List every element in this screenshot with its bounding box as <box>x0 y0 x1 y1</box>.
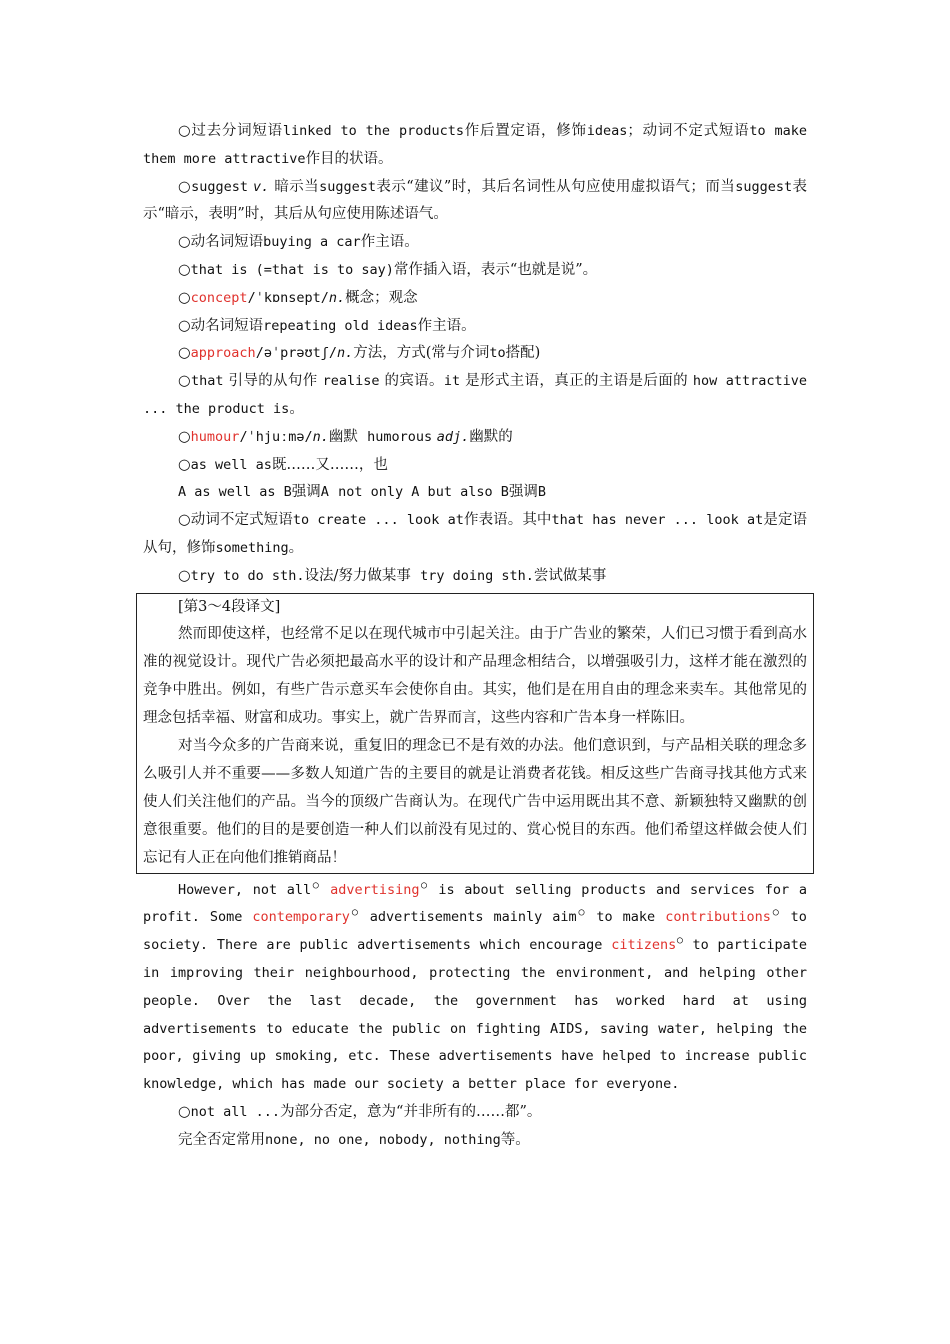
note-that-is: ○that is (=that is to say)常作插入语，表示“也就是说”。 <box>178 261 598 278</box>
circle-marker-icon: ○ <box>178 1103 191 1120</box>
translation-box <box>136 593 814 874</box>
translation-paragraph-3: 然而即使这样，也经常不足以在现代城市中引起关注。由于广告业的繁荣，人们已习惯于看到高水准的视觉设计。现代广告必须把最高水平的设计和产品理念相结合，以增强吸引力，这样才能在激烈的竞争中胜出。例如，有些广告示意买车会使你自由。其实，他们是在用自由的理念来卖车。其他常见的理念包括幸福、财富和成功。事实上，就广告界而言，这些内容和广告本身一样陈旧。 <box>143 626 807 727</box>
translation-heading: [第3～4段译文] <box>178 598 281 615</box>
vocab-contemporary: contemporary <box>252 909 350 926</box>
circle-marker-icon: ○ <box>349 907 360 919</box>
circle-marker-icon: ○ <box>178 512 191 529</box>
circle-marker-icon: ○ <box>178 373 192 390</box>
vocab-advertising: advertising <box>330 881 420 898</box>
document-page <box>143 118 807 1155</box>
note-past-participle: ○过去分词短语linked to the products作后置定语，修饰ideas；动词不定式短语to make them more attractive作目的状语。 <box>143 123 808 167</box>
circle-marker-icon: ○ <box>178 428 191 445</box>
note-humour: ○humour/ˈhjuːmə/n.幽默 humorous adj.幽默的 <box>178 428 513 445</box>
note-that-clause: ○that 引导的从句作 realise 的宾语。it 是形式主语，真正的主语是后面的 how attractive ... the product is。 <box>143 373 808 417</box>
circle-marker-icon: ○ <box>576 907 587 919</box>
note-gerund-buying: ○动名词短语buying a car作主语。 <box>178 234 419 251</box>
note-approach: ○approach/əˈprəʊtʃ/n.方法，方式(常与介词to搭配) <box>178 345 541 362</box>
circle-marker-icon: ○ <box>419 879 429 891</box>
circle-marker-icon: ○ <box>178 123 192 139</box>
note-try: ○try to do sth.设法/努力做某事 try doing sth.尝试做某事 <box>178 567 607 584</box>
vocab-word: humour <box>190 428 240 445</box>
note-as-well-as: ○as well as既……又……，也 <box>178 456 388 473</box>
circle-marker-icon: ○ <box>770 907 781 919</box>
note-concept: ○concept/ˈkɒnsept/n.概念；观念 <box>178 289 418 306</box>
circle-marker-icon: ○ <box>178 345 191 362</box>
vocab-word: approach <box>190 345 256 362</box>
vocab-citizens: citizens <box>611 937 677 954</box>
english-passage: However, not all○ advertising○ is about selling products and services for a profit. Some contemporary○ advertisements mainly aim○ to make contributions○ to society. There are public advertisements which encourage citizens○ to participate in improving their neighbourhood, protecting the environment, and helping other people. Over the last decade, the government has worked hard at using advertisements to educate the public on fighting AIDS, saving water, helping the poor, giving up smoking, etc. These advertisements have helped to increase public knowledge, which has made our society a better place for everyone. <box>143 879 807 1093</box>
vocab-contributions: contributions <box>665 909 771 926</box>
circle-marker-icon: ○ <box>178 178 192 195</box>
note-infinitive-create: ○动词不定式短语to create ... look at作表语。其中that has never ... look at是定语从句，修饰something。 <box>143 512 808 556</box>
circle-marker-icon: ○ <box>178 567 191 584</box>
circle-marker-icon: ○ <box>676 935 684 947</box>
note-complete-negation: 完全否定常用none, no one, nobody, nothing等。 <box>178 1131 530 1148</box>
circle-marker-icon: ○ <box>178 456 191 473</box>
circle-marker-icon: ○ <box>178 317 191 334</box>
note-not-all: ○not all ...为部分否定，意为“并非所有的……都”。 <box>178 1103 542 1120</box>
circle-marker-icon: ○ <box>311 879 321 891</box>
note-suggest: ○suggest v. 暗示当suggest表示“建议”时，其后名词性从句应使用虚拟语气；而当suggest表示“暗示，表明”时，其后从句应使用陈述语气。 <box>143 178 808 223</box>
note-gerund-repeating: ○动名词短语repeating old ideas作主语。 <box>178 317 476 334</box>
translation-paragraph-4: 对当今众多的广告商来说，重复旧的理念已不是有效的办法。他们意识到，与产品相关联的理念多么吸引人并不重要——多数人知道广告的主要目的就是让消费者花钱。相反这些广告商寻找其他方式来使人们关注他们的产品。当今的顶级广告商认为。在现代广告中运用既出其不意、新颖独特又幽默的创意很重要。他们的目的是要创造一种人们以前没有见过的、赏心悦目的东西。他们希望这样做会使人们忘记有人正在向他们推销商品！ <box>143 738 807 866</box>
note-a-as-well-as-b: A as well as B强调A not only A but also B强调B <box>178 484 546 501</box>
circle-marker-icon: ○ <box>178 234 191 251</box>
circle-marker-icon: ○ <box>178 289 191 306</box>
vocab-word: concept <box>190 289 248 306</box>
circle-marker-icon: ○ <box>178 261 191 278</box>
